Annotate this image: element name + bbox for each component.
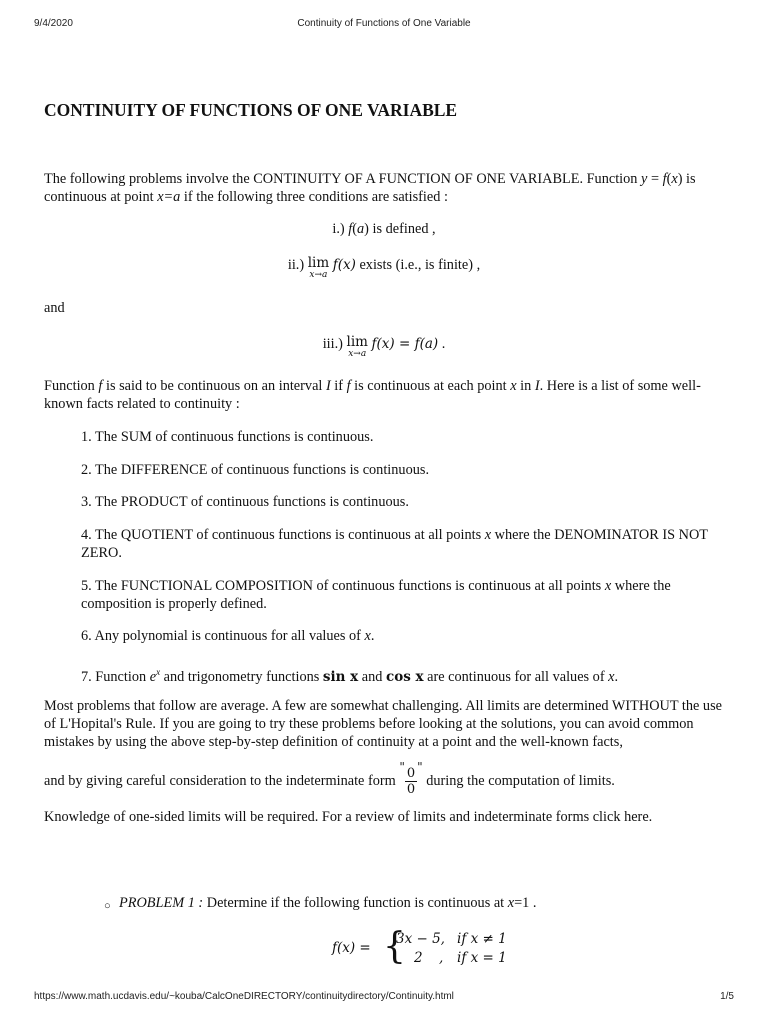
var-x: x [671, 171, 678, 187]
case-2-comma: , [439, 950, 444, 966]
intro-text-2: is continuous at point [44, 171, 696, 205]
fact-7-and: and [358, 668, 386, 685]
lim-subscript: x→a [309, 270, 328, 280]
fact-5-text-b: where the composition is properly defined. [81, 578, 671, 612]
interval-text-1: Function [44, 378, 99, 394]
condition-2-expr: f(x) [332, 257, 356, 273]
var-x: x [484, 527, 492, 543]
var-x: x [364, 628, 371, 644]
var-I: I [325, 378, 331, 394]
intro-eq: = [647, 171, 663, 187]
fact-4-text-b: where the DENOMINATOR IS NOT ZERO. [81, 527, 708, 561]
var-x: x [608, 668, 615, 685]
var-x: x [604, 578, 612, 594]
sin-x: sin x [322, 668, 359, 685]
var-f: f [98, 378, 103, 394]
var-x-equals-a: x=a [157, 189, 181, 205]
page-heading: CONTINUITY OF FUNCTIONS OF ONE VARIABLE [44, 100, 458, 120]
piecewise-lhs: f(x) = [332, 940, 371, 956]
fraction-denominator: 0 [406, 782, 416, 798]
var-e: e [149, 668, 157, 685]
quote-open: " [399, 760, 405, 774]
var-x: x [510, 378, 517, 394]
interval-text-3: if [330, 378, 347, 394]
condition-1-text: is defined , [368, 221, 436, 237]
indeterminate-text-a: and by giving careful consideration to the indeterminate form [44, 773, 400, 789]
cos-x: cos x [385, 668, 424, 685]
lim-word: lim [307, 255, 330, 271]
lim-subscript: x→a [348, 349, 367, 359]
browser-print-header [0, 18, 768, 32]
and-word: and [44, 300, 65, 316]
fact-7-text-c: are continuous for all values of [423, 668, 609, 685]
piecewise-function [44, 925, 724, 975]
fact-6-text-a: 6. Any polynomial is continuous for all values of [81, 628, 365, 644]
problem-1-label: PROBLEM 1 : [119, 895, 204, 911]
intro-text-3: if the following three conditions are satisfied : [180, 189, 448, 205]
interval-paragraph [44, 377, 724, 413]
fact-3: 3. The PRODUCT of continuous functions is continuous. [81, 494, 409, 510]
fraction-numerator: 0 [406, 766, 416, 782]
browser-print-footer [0, 991, 768, 1005]
intro-paragraph: The following problems involve the CONTINUITY OF A FUNCTION OF ONE VARIABLE. Function y = f(x) is continuous at point x=a if the following three conditions are satisfied : [44, 171, 696, 205]
interval-text-5: in [516, 378, 535, 394]
fact-7 [81, 663, 721, 686]
lim-word: lim [346, 334, 368, 350]
indeterminate-text-b: during the computation of limits. [422, 773, 615, 789]
problem-1-text: Determine if the following function is continuous at [203, 895, 508, 911]
var-f: f [662, 171, 667, 187]
condition-3 [44, 335, 724, 359]
fact-7-text-b: and trigonometry functions [160, 668, 323, 685]
interval-text-2: is said to be continuous on an interval [102, 378, 326, 394]
problem-1-point: =1 . [514, 895, 537, 911]
case-2-expression: 2 [414, 950, 423, 966]
condition-3-label: iii.) [322, 336, 347, 352]
condition-1: i.) f(a) is defined , [332, 221, 436, 237]
print-page-title: Continuity of Functions of One Variable [297, 18, 471, 29]
condition-1-label: i.) [332, 221, 349, 237]
fact-5 [81, 577, 721, 613]
print-date: 9/4/2020 [34, 18, 73, 29]
fact-7-text-d: . [614, 668, 619, 685]
var-y: y [641, 171, 648, 187]
condition-1-f: f [348, 221, 353, 237]
fact-7-text-a: 7. Function [81, 668, 150, 685]
average-paragraph: Most problems that follow are average. A few are somewhat challenging. All limits are determined WITHOUT the use of L'Hopital's Rule. If you are going to try these problems before looking at the solutions, you can avoid common mistakes by using the above step-by-step definition of continuity at a point and the well-known facts, [44, 698, 722, 750]
fact-6 [81, 627, 721, 645]
condition-1-a: a [357, 221, 365, 237]
case-2-condition: if x = 1 [457, 950, 507, 966]
case-1-condition: if x ≠ 1 [457, 931, 507, 947]
case-1-expression: 3x − 5, [396, 931, 445, 947]
condition-2-text: exists (i.e., is finite) , [355, 257, 481, 273]
review-line: Knowledge of one-sided limits will be required. For a review of limits and indeterminate forms click here. [44, 809, 653, 825]
interval-text-6: . Here is a list of some well-known facts related to continuity : [44, 378, 701, 412]
fraction-zero-over-zero [405, 766, 417, 797]
circle-bullet-icon: ○ [104, 900, 111, 912]
fact-1: 1. The SUM of continuous functions is continuous. [81, 429, 374, 445]
print-page-number: 1/5 [720, 991, 734, 1002]
fact-6-text-b: . [370, 628, 375, 644]
intro-text-1: The following problems involve the CONTINUITY OF A FUNCTION OF ONE VARIABLE. Function [44, 171, 642, 187]
limit-operator [308, 256, 329, 280]
limit-operator [347, 335, 368, 359]
fact-2: 2. The DIFFERENCE of continuous functions is continuous. [81, 462, 430, 478]
print-url[interactable]: https://www.math.ucdavis.edu/~kouba/CalcOneDIRECTORY/continuitydirectory/Continuity.html [34, 991, 454, 1002]
var-f: f [346, 378, 351, 394]
fact-4-text-a: 4. The QUOTIENT of continuous functions is continuous at all points [81, 527, 485, 543]
condition-2 [44, 256, 724, 280]
left-brace: { [383, 926, 406, 967]
condition-3-end: . [438, 336, 446, 352]
exponent-x: x [156, 667, 161, 677]
fact-4 [81, 526, 721, 562]
indeterminate-line [44, 758, 724, 797]
interval-text-4: is continuous at each point [350, 378, 511, 394]
var-I: I [534, 378, 540, 394]
quote-close: " [417, 760, 423, 774]
condition-3-expr: f(x) = f(a) [371, 336, 439, 352]
condition-2-label: ii.) [287, 257, 308, 273]
fact-5-text-a: 5. The FUNCTIONAL COMPOSITION of continuous functions is continuous at all points [81, 578, 605, 594]
var-x: x [507, 895, 515, 911]
